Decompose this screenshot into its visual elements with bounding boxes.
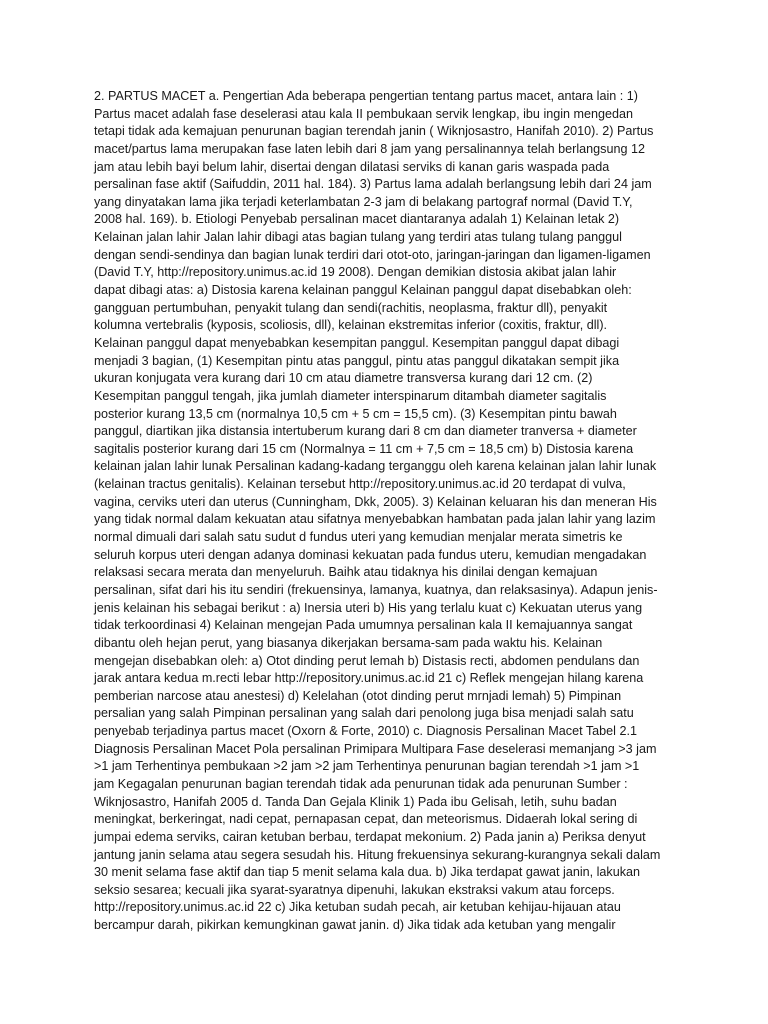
text-line: tidak terkoordinasi 4) Kelainan mengejan Pada umumnya persalinan kala II kemajuannya sangat bbox=[94, 618, 633, 633]
text-line: yang dinyatakan lama jika terjadi keterlambatan 2-3 jam di belakang partograf normal (David T.Y, bbox=[94, 194, 633, 209]
text-line: seluruh korpus uteri dengan adanya dominasi kekuatan pada fundus uteru, kemudian mengadakan bbox=[94, 547, 647, 562]
text-line: tetapi tidak ada kemajuan penurunan bagian terendah janin ( Wiknjosastro, Hanifah 2010). 2) Partus bbox=[94, 124, 654, 139]
text-line: persalinan fase aktif (Saifuddin, 2011 hal. 184). 3) Partus lama adalah berlangsung lebih dari 24 jam bbox=[94, 177, 652, 192]
text-line: 2. PARTUS MACET a. Pengertian Ada beberapa pengertian tentang partus macet, antara lain : 1) bbox=[94, 89, 638, 103]
text-line: bercampur darah, pikirkan kemungkinan gawat janin. d) Jika tidak ada ketuban yang mengalir bbox=[94, 918, 616, 933]
text-line: kelainan jalan lahir lunak Persalinan kadang-kadang terganggu oleh karena kelainan jalan lahir lunak bbox=[94, 459, 657, 474]
text-line: 2008 hal. 169). b. Etiologi Penyebab persalinan macet diantaranya adalah 1) Kelainan letak 2) bbox=[94, 212, 620, 227]
text-line: Wiknjosastro, Hanifah 2005 d. Tanda Dan Gejala Klinik 1) Pada ibu Gelisah, letih, suhu badan bbox=[94, 794, 617, 809]
text-line: Kesempitan panggul tengah, jika jumlah diameter interspinarum ditambah diameter sagitalis bbox=[94, 388, 607, 403]
text-line: (David T.Y, http://repository.unimus.ac.id 19 2008). Dengan demikian distosia akibat jalan lahir bbox=[94, 265, 617, 280]
text-line: http://repository.unimus.ac.id 22 c) Jika ketuban sudah pecah, air ketuban kehijau-hijauan atau bbox=[94, 900, 621, 915]
text-line: jarak antara kedua m.recti lebar http://repository.unimus.ac.id 21 c) Reflek mengejan hilang karena bbox=[94, 671, 644, 686]
text-line: meningkat, berkeringat, nadi cepat, pernapasan cepat, dan meteorismus. Didaerah lokal sering di bbox=[94, 812, 638, 827]
text-line: >1 jam Terhentinya pembukaan >2 jam >2 jam Terhentinya penurunan bagian terendah >1 jam >1 bbox=[94, 759, 640, 774]
text-line: persalian yang salah Pimpinan persalinan yang salah dari penolong juga bisa menjadi salah satu bbox=[94, 706, 634, 721]
text-line: jenis kelainan his sebagai berikut : a) Inersia uteri b) His yang terlalu kuat c) Kekuatan uterus yang bbox=[94, 600, 643, 615]
text-line: panggul, diartikan jika distansia intertuberum kurang dari 8 cm dan diameter tranversa + diameter bbox=[94, 424, 637, 439]
text-line: macet/partus lama merupakan fase laten lebih dari 8 jam yang persalinannya telah berlangsung 12 bbox=[94, 141, 645, 156]
text-line: 30 menit selama fase aktif dan tiap 5 menit selama kala dua. b) Jika terdapat gawat janin, lakukan bbox=[94, 865, 641, 880]
text-line: dibantu oleh hejan perut, yang biasanya dikerjakan bersama-sam pada waktu his. Kelainan bbox=[94, 635, 603, 650]
text-line: persalinan, sifat dari his itu sendiri (frekuensinya, lamanya, kuatnya, dan relaksasinya). Adapun jenis- bbox=[94, 582, 658, 597]
text-line: penyebab terjadinya partus macet (Oxorn & Forte, 2010) c. Diagnosis Persalinan Macet Tabel 2.1 bbox=[94, 724, 637, 739]
text-line: Kelainan jalan lahir Jalan lahir dibagi atas bagian tulang yang terdiri atas tulang tulang panggul bbox=[94, 230, 622, 245]
body-paragraph bbox=[94, 88, 674, 935]
text-line: posterior kurang 13,5 cm (normalnya 10,5 cm + 5 cm = 15,5 cm). (3) Kesempitan pintu bawah bbox=[94, 406, 617, 421]
text-line: relaksasi secara merata dan menyeluruh. Baihk atau tidaknya his dinilai dengan kemajuan bbox=[94, 565, 598, 580]
text-line: kolumna vertebralis (kyposis, scoliosis, dll), kelainan ekstremitas inferior (coxitis, fraktur, dll). bbox=[94, 318, 608, 333]
text-line: yang tidak normal dalam kekuatan atau sifatnya menyebabkan hambatan pada jalan lahir yang lazim bbox=[94, 512, 656, 527]
text-line: mengejan disebabkan oleh: a) Otot dinding perut lemah b) Distasis recti, abdomen pendulans dan bbox=[94, 653, 640, 668]
text-line: jantung janin selama atau segera sesudah his. Hitung frekuensinya sekurang-kurangnya sekali dalam bbox=[94, 847, 661, 862]
text-line: sagitalis posterior kurang dari 15 cm (Normalnya = 11 cm + 7,5 cm = 18,5 cm) b) Distosia karena bbox=[94, 441, 634, 456]
text-line: gangguan pertumbuhan, penyakit tulang dan sendi(rachitis, neoplasma, fraktur dll), penyakit bbox=[94, 300, 608, 315]
text-line: ukuran konjugata vera kurang dari 10 cm atau diametre transversa kurang dari 12 cm. (2) bbox=[94, 371, 593, 386]
text-line: Kelainan panggul dapat menyebabkan kesempitan panggul. Kesempitan panggul dapat dibagi bbox=[94, 335, 620, 350]
text-line: dapat dibagi atas: a) Distosia karena kelainan panggul Kelainan panggul dapat disebabkan oleh: bbox=[94, 283, 632, 298]
text-line: normal dimuali dari salah satu sudut d fundus uteri yang kemudian menjalar merata simetris ke bbox=[94, 530, 623, 545]
text-line: pemberian narcose atau anestesi) d) Kelelahan (otot dinding perut mrnjadi lemah) 5) Pimpinan bbox=[94, 688, 622, 703]
text-line: Partus macet adalah fase deselerasi atau kala II pembukaan servik lengkap, ibu ingin mengedan bbox=[94, 106, 634, 121]
text-line: Diagnosis Persalinan Macet Pola persalinan Primipara Multipara Fase deselerasi memanjang >3 jam bbox=[94, 741, 657, 756]
text-line: (kelainan tractus genitalis). Kelainan tersebut http://repository.unimus.ac.id 20 terdapat di vulva, bbox=[94, 477, 626, 492]
text-line: menjadi 3 bagian, (1) Kesempitan pintu atas panggul, pintu atas panggul dikatakan sempit jika bbox=[94, 353, 620, 368]
text-line: jam atau lebih bayi belum lahir, disertai dengan dilatasi serviks di kanan garis waspada pada bbox=[94, 159, 610, 174]
text-line: jam Kegagalan penurunan bagian terendah tidak ada penurunan tidak ada penurunan Sumber : bbox=[94, 776, 628, 791]
text-line: vagina, cerviks uteri dan uterus (Cunningham, Dkk, 2005). 3) Kelainan keluaran his dan meneran His bbox=[94, 494, 657, 509]
text-line: dengan sendi-sendinya dan bagian lunak terdiri dari otot-oto, jaringan-jaringan dan ligamen-ligamen bbox=[94, 247, 651, 262]
text-line: jumpai edema serviks, cairan ketuban berbau, terdapat mekonium. 2) Pada janin a) Periksa denyut bbox=[94, 829, 646, 844]
text-line: seksio sesarea; kecuali jika syarat-syaratnya dipenuhi, lakukan ekstraksi vakum atau forceps. bbox=[94, 882, 615, 897]
